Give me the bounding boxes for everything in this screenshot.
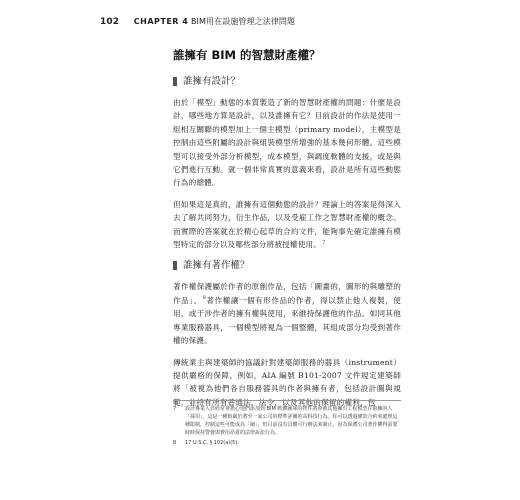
footnote-text: 設計專業人員經常會擔心他們添加到 BIM 軟體圖庫的物件將會被其他擁有工程模型存取擁的人「採用」，這是一種較嚴於將至一家公司的標準詳圖的高科技行為。你可以透過條款合約來處理這種限制，控制這些可能成為「圖」，但目前沒有具體可行辦法來制止。因為保護公司著作權得需要時時保持警覺與費用昂貴的法律訴訟行為。 <box>185 406 398 436</box>
footnotes <box>173 400 401 449</box>
chapter-label: CHAPTER 4 <box>133 17 189 26</box>
paragraph <box>173 198 401 252</box>
subheading-marker-icon <box>173 261 177 270</box>
main-content <box>173 48 401 417</box>
paragraph-text: 但如果這是真的，誰擁有這個動態的設計？理論上的答案是得深入去了解共同努力，衍生作品，以及受雇工作之智慧財產權的概念。而實際的答案就在於精心起草的合約文件，能夠事先確定誰擁有模型特定的部分以及哪些部分將被授權使用。 <box>173 199 401 250</box>
footnote-text: 17 U.S.C. § 102(a)(5). <box>185 440 239 446</box>
paragraph: 傳統業主與建築師的協議針對建築師服務的器具（instrument）提供嚴格的保障。例如，AIA 編號 B101-2007 文件規定建築師將「被視為他們各自服務器具的作者與擁有者，包括設計圖與規範，並持有所有普通法，法令，以及其他的保留的權利，包 <box>173 357 401 407</box>
footnote <box>173 439 401 447</box>
paragraph <box>173 280 401 347</box>
footnote-ref: 7 <box>322 239 326 246</box>
section-title: 誰擁有 BIM 的智慧財產權？ <box>173 48 321 62</box>
paragraph: 由於「模型」動態的本質製造了新的智慧財產權的問題：什麼是設計，哪些地方算是設計，以及誰擁有它？目前設計的作法是使用一組相互關聯的模型加上一個主模型（primary model），主模型是控制由這些附屬的設計與組裝模型所增強的基本幾何形體。這些模型可以接受外部分析模型，成本模型，與調度軟體的支援，或是與它們進行互動。就一個非常真實的意義來看，設計是所有這些動態行為的總體。 <box>173 98 401 188</box>
subheading-marker-icon <box>173 77 177 86</box>
chapter-title: BIM用在設施管理之法律問題 <box>190 17 296 26</box>
page-header <box>100 16 295 27</box>
subheading-label: 誰擁有著作權？ <box>183 260 250 272</box>
paragraph-text: 著作權讓一個有形作品的作者，得以禁止他人複製，使用，或干涉作者的擁有權與使用，來維持保護他的作品。如同其他專業服務器具，一個模型將視為一個整體，其組成部分均受到著作權的保護。 <box>173 295 401 346</box>
footnote-number: 8 <box>173 440 177 446</box>
footnote-number: 7 <box>173 406 177 412</box>
page-number: 102 <box>100 17 120 27</box>
footnote-ref: 8 <box>202 295 207 302</box>
footnote <box>173 405 401 437</box>
paragraph-text: 著作權保護屬於作者的原創作品，包括「圖畫的，圖形的與雕塑的作品」。 <box>173 282 401 305</box>
subheading-design-ownership <box>173 75 401 88</box>
subheading-copyright-ownership <box>173 259 401 272</box>
subheading-label: 誰擁有設計？ <box>183 76 241 87</box>
